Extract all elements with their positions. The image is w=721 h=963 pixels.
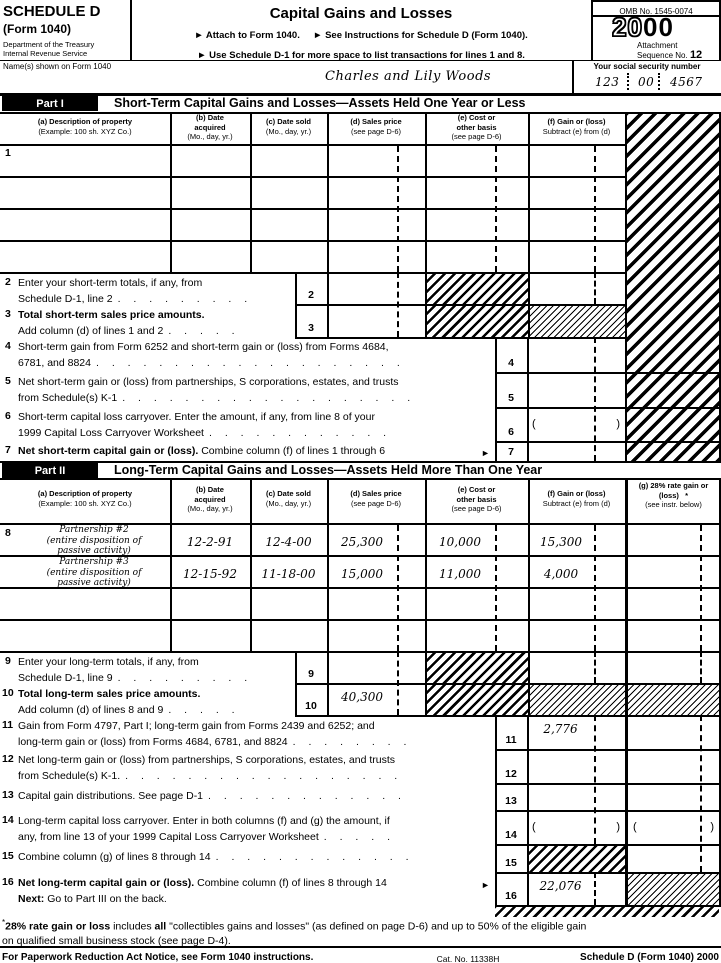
- line5-text-1: Net short-term gain or (loss) from partnerships, S corporations, estates, and trusts: [18, 376, 399, 388]
- grid-line: [0, 176, 627, 178]
- grid-line: [0, 112, 721, 114]
- col-e-line3: (see page D-6): [451, 132, 502, 141]
- line10-box-number: 10: [305, 700, 317, 712]
- line8-number: 8: [5, 527, 11, 539]
- line14-box-number: 14: [505, 829, 517, 841]
- line4-number: 4: [5, 340, 11, 352]
- line13-gain-box[interactable]: [527, 783, 625, 810]
- schedule-label: SCHEDULE D: [3, 3, 101, 20]
- col-d-line2: (see page D-6): [350, 498, 402, 508]
- line5-text: [18, 374, 494, 406]
- col-b-line2: acquired: [194, 122, 226, 132]
- dot-leader: . . . . . . . . .: [117, 293, 248, 305]
- line3-gain-hatched: [528, 304, 625, 337]
- col-g-line1: (g) 28% rate gain or: [638, 481, 709, 490]
- footnote-asterisk: *: [2, 918, 6, 927]
- grid-line: [527, 715, 529, 905]
- open-paren: (: [532, 418, 536, 430]
- line11-text: [18, 718, 494, 750]
- line5-box-number: 5: [508, 392, 514, 404]
- line12-text-2: from Schedule(s) K-1.: [18, 770, 121, 782]
- row8b-gain[interactable]: 4,000: [543, 567, 579, 581]
- grid-line: [572, 60, 574, 93]
- see-instructions-note: ► See Instructions for Schedule D (Form 1040).: [313, 30, 528, 41]
- col-f-line1: (f) Gain or (loss): [547, 117, 606, 126]
- line4-amount-box[interactable]: [527, 337, 625, 372]
- grid-line: [250, 112, 252, 272]
- footnote-bold-1: 28% rate gain or loss: [5, 920, 111, 933]
- row8a-desc-2: (entire disposition of: [46, 535, 142, 546]
- col-b-header: [172, 485, 248, 514]
- line9-gain-box[interactable]: [528, 651, 625, 683]
- dot-leader: . . . . . . . . . . . . .: [215, 851, 409, 863]
- row8b-desc-2: (entire disposition of: [46, 567, 142, 578]
- dot-leader: . . . . . . . . . . . . . . . . . . .: [122, 392, 411, 404]
- line3-text: [18, 307, 296, 339]
- line7-arrow-icon: ►: [481, 448, 490, 458]
- line14-gain-box[interactable]: [527, 810, 625, 844]
- use-d1-note: ► Use Schedule D-1 for more space to list transactions for lines 1 and 8.: [197, 50, 525, 61]
- line10-cost-hatched: [425, 683, 528, 715]
- line13-28pct-box[interactable]: [628, 783, 719, 810]
- col-e-header: [427, 485, 526, 514]
- line15-text-1: Combine column (g) of lines 8 through 14: [18, 851, 211, 863]
- line16-text-rest: Combine column (f) of lines 8 through 14: [197, 877, 387, 889]
- line13-text-1: Capital gain distributions. See page D-1: [18, 790, 204, 802]
- col-b-line3: (Mo., day, yr.): [187, 132, 233, 141]
- line2-sales-box[interactable]: [327, 272, 425, 304]
- catalog-number: Cat. No. 11338H: [436, 954, 500, 963]
- grid-line: [0, 651, 721, 653]
- line10-text-2: Add column (d) of lines 8 and 9: [18, 704, 164, 716]
- line16-text-bold: Net long-term capital gain or (loss).: [18, 877, 195, 889]
- form-footer-title: Schedule D (Form 1040) 2000: [580, 952, 719, 963]
- row8a-desc-3: passive activity): [57, 546, 131, 556]
- dot-leader: . . . . .: [323, 831, 391, 843]
- line15-gain-hatched: [527, 844, 625, 872]
- line6-number: 6: [5, 410, 11, 422]
- col-a-header: [2, 117, 168, 136]
- line12-28pct-box[interactable]: [628, 749, 719, 783]
- part1-entry-row-4[interactable]: [0, 240, 625, 272]
- ssn-part-2: 00: [638, 75, 655, 89]
- dot-leader: . . . . .: [168, 704, 235, 716]
- year-solid-digits: 00: [643, 12, 674, 42]
- col-g-asterisk: *: [685, 490, 689, 500]
- line14-text-1: Long-term capital loss carryover. Enter in both columns (f) and (g) the amount, if: [18, 815, 390, 827]
- grid-line: [0, 619, 721, 621]
- line4-text-1: Short-term gain from Form 6252 and short-term gain or (loss) from Forms 4684,: [18, 341, 389, 353]
- line9-28pct-box[interactable]: [628, 651, 719, 683]
- sequence-label: [637, 50, 702, 61]
- line14-text-2: any, from line 13 of your 1999 Capital Loss Carryover Worksheet: [18, 831, 319, 843]
- cents-divider: [397, 651, 399, 715]
- line6-box-number: 6: [508, 426, 514, 438]
- dot-leader: . . . . . . . . . . . .: [208, 427, 387, 439]
- grid-line: [295, 304, 625, 306]
- ssn-divider: [658, 73, 660, 90]
- line9-sales-box[interactable]: [327, 651, 425, 683]
- cents-divider: [594, 715, 596, 844]
- dot-leader: . . . . . . . . . . . . . . . . . .: [125, 770, 398, 782]
- line12-gain-box[interactable]: [527, 749, 625, 783]
- row8b-date-sold[interactable]: 11-18-00: [261, 567, 316, 581]
- part1-title: Short-Term Capital Gains and Losses—Assets Held One Year or Less: [114, 96, 526, 110]
- row8b-description[interactable]: [20, 557, 168, 589]
- col-c-line1: (c) Date sold: [265, 489, 311, 498]
- cents-divider: [594, 272, 596, 304]
- line16-28pct-hatched: [628, 872, 719, 905]
- part2-title: Long-Term Capital Gains and Losses—Assets Held More Than One Year: [114, 463, 543, 477]
- col-f-header: [530, 117, 623, 136]
- line2-box-number: 2: [308, 289, 314, 301]
- line10-text: [18, 686, 296, 718]
- col-a-line2: (Example: 100 sh. XYZ Co.): [38, 498, 132, 508]
- line14-text: [18, 813, 494, 845]
- grid-line: [495, 905, 721, 907]
- col-b-line1: (b) Date: [196, 485, 224, 494]
- cents-divider: [594, 146, 596, 272]
- grid-line: [0, 144, 627, 146]
- line2-text-2: Schedule D-1, line 2: [18, 293, 113, 305]
- line10-gain-hatched: [528, 683, 625, 715]
- cents-divider: [700, 651, 702, 683]
- grid-line: [625, 112, 627, 461]
- line6-text-1: Short-term capital loss carryover. Enter the amount, if any, from line 8 of your: [18, 411, 375, 423]
- line5-number: 5: [5, 375, 11, 387]
- line9-text: [18, 654, 296, 686]
- line11-text-2: long-term gain or (loss) from Forms 4684, 6781, and 8824: [18, 736, 288, 748]
- open-paren: (: [532, 821, 536, 833]
- line2-text-1: Enter your short-term totals, if any, from: [18, 277, 203, 289]
- line16-next-bold: Next:: [18, 893, 45, 905]
- col-f-header: [530, 489, 623, 508]
- cents-divider: [397, 146, 399, 272]
- grid-line: [327, 272, 329, 337]
- footnote-text-3: on qualified small business stock (see page D-4).: [2, 934, 231, 947]
- line13-box-number: 13: [505, 795, 517, 807]
- col-c-header: [252, 489, 325, 508]
- cents-divider: [495, 146, 497, 272]
- line7-number: 7: [5, 444, 11, 456]
- row8a-date-sold[interactable]: 12-4-00: [265, 535, 312, 549]
- paperwork-notice: For Paperwork Reduction Act Notice, see Form 1040 instructions.: [2, 952, 314, 963]
- footnote-bold-2: all: [154, 920, 167, 933]
- grid-line: [327, 112, 329, 272]
- grid-line: [528, 272, 530, 337]
- grid-line: [0, 208, 627, 210]
- line6-text-2: 1999 Capital Loss Carryover Worksheet: [18, 427, 204, 439]
- line15-box-number: 15: [505, 857, 517, 869]
- col-f-line2: Subtract (e) from (d): [542, 126, 611, 136]
- dot-leader: . . . . . . . . .: [117, 672, 248, 684]
- part1-entry-row-1[interactable]: [0, 144, 625, 176]
- name-label: Name(s) shown on Form 1040: [3, 62, 112, 71]
- irs-label: Internal Revenue Service: [3, 49, 88, 58]
- col-a-header: [2, 489, 168, 508]
- dot-leader: . . . . . . . . . . . . .: [208, 790, 401, 802]
- part2-entry-row-3[interactable]: [0, 587, 719, 619]
- col-d-header: [329, 117, 423, 136]
- cents-divider: [594, 525, 596, 651]
- part2-badge: Part II: [2, 463, 98, 478]
- row8b-desc-3: passive activity): [57, 578, 131, 588]
- col-b-header: [172, 113, 248, 142]
- grid-line: [0, 478, 721, 480]
- part2-entry-row-4[interactable]: [0, 619, 719, 651]
- line10-sales-total: 40,300: [341, 690, 383, 704]
- col-e-line2: other basis: [456, 122, 497, 132]
- line11-text-1: Gain from Form 4797, Part I; long-term gain from Forms 2439 and 6252; and: [18, 720, 375, 732]
- col-b-line3: (Mo., day, yr.): [187, 504, 233, 513]
- line11-number: 11: [2, 719, 14, 731]
- line4-text: [18, 339, 494, 371]
- col-b-line1: (b) Date: [196, 113, 224, 122]
- line1-number: 1: [5, 147, 11, 159]
- cents-divider: [700, 715, 702, 872]
- col-d-line1: (d) Sales price: [350, 117, 402, 126]
- line2-number: 2: [5, 276, 11, 288]
- line4-box-number: 4: [508, 357, 514, 369]
- row8a-cost-basis[interactable]: 10,000: [439, 535, 481, 549]
- line16-text: [18, 875, 478, 907]
- col-a-line2: (Example: 100 sh. XYZ Co.): [38, 126, 132, 136]
- line11-gain-value: 2,776: [543, 722, 578, 736]
- line12-box-number: 12: [505, 768, 517, 780]
- line3-sales-box[interactable]: [327, 304, 425, 337]
- grid-line: [425, 651, 427, 715]
- footnote: [2, 916, 719, 948]
- line7-amount-box[interactable]: [527, 441, 625, 461]
- row8a-date-acquired[interactable]: 12-2-91: [186, 535, 234, 549]
- line14-28pct-box[interactable]: [628, 810, 719, 844]
- row8a-description[interactable]: [20, 525, 168, 557]
- ssn-part-1: 123: [595, 75, 620, 89]
- dot-leader: . . . . . . . .: [292, 736, 407, 748]
- line6-text: [18, 409, 494, 441]
- line3-text-2: Add column (d) of lines 1 and 2: [18, 325, 164, 337]
- sequence-number: 12: [689, 49, 703, 61]
- line9-box-number: 9: [308, 668, 314, 680]
- close-paren: ): [710, 821, 714, 833]
- grid-line: [625, 478, 628, 905]
- cents-divider: [700, 525, 702, 651]
- cents-divider: [594, 872, 596, 905]
- close-paren: ): [616, 418, 620, 430]
- line2-text: [18, 275, 296, 307]
- col-g-line3: (see instr. below): [645, 500, 702, 509]
- dept-label: Department of the Treasury: [3, 40, 95, 49]
- line2-cost-hatched: [425, 272, 528, 304]
- col-c-header: [252, 117, 325, 136]
- line16-next-rest: Go to Part III on the back.: [47, 893, 167, 905]
- line16-box-number: 16: [505, 890, 517, 902]
- grid-line: [528, 651, 530, 715]
- line10-number: 10: [2, 687, 14, 699]
- year-outline-digits: 20: [612, 12, 643, 42]
- line9-cost-hatched: [425, 651, 528, 683]
- omb-number: OMB No. 1545-0074: [619, 7, 693, 16]
- row8b-desc-1: Partnership #3: [59, 557, 129, 567]
- line10-28pct-hatched: [628, 683, 719, 715]
- line3-box-number: 3: [308, 322, 314, 334]
- col-d-line2: (see page D-6): [350, 126, 402, 136]
- cents-divider: [397, 525, 399, 651]
- line15-text: [18, 849, 494, 865]
- line7-text: [18, 443, 478, 459]
- dot-leader: . . . . .: [168, 325, 235, 337]
- open-paren: (: [633, 821, 637, 833]
- part1-entry-row-3[interactable]: [0, 208, 625, 240]
- line3-cost-hatched: [425, 304, 528, 337]
- form-label: (Form 1040): [3, 22, 72, 36]
- grid-line: [295, 683, 721, 685]
- col-c-line2: (Mo., day, yr.): [265, 126, 312, 136]
- col-g-line2: (loss): [658, 490, 679, 500]
- line7-text-rest: Combine column (f) of lines 1 through 6: [201, 445, 386, 457]
- line13-number: 13: [2, 789, 14, 801]
- line9-text-2: Schedule D-1, line 9: [18, 672, 113, 684]
- col-e-header: [427, 113, 526, 142]
- col-e-line3: (see page D-6): [451, 504, 502, 513]
- ssn-field-area[interactable]: [575, 74, 719, 92]
- line5-text-2: from Schedule(s) K-1: [18, 392, 118, 404]
- sequence-text: Sequence No.: [637, 51, 688, 60]
- footnote-text-1: includes: [113, 920, 152, 933]
- row8a-desc-1: Partnership #2: [59, 525, 129, 535]
- row8b-cost-basis[interactable]: 11,000: [439, 567, 481, 581]
- part1-entry-row-2[interactable]: [0, 176, 625, 208]
- col-f-line2: Subtract (e) from (d): [542, 498, 611, 508]
- grid-line: [425, 272, 427, 337]
- col-e-line1: (e) Cost or: [457, 113, 496, 122]
- form-title: Capital Gains and Losses: [269, 5, 453, 22]
- row8b-sales-price[interactable]: 15,000: [341, 567, 383, 581]
- col-b-line2: acquired: [194, 494, 226, 504]
- line14-number: 14: [2, 814, 14, 826]
- line16-gain-value: 22,076: [539, 879, 582, 893]
- footnote-text-2: "collectibles gains and losses" (as defined on page D-6) and up to 50% of the eligible gain: [169, 920, 587, 933]
- line12-number: 12: [2, 753, 14, 765]
- col-a-line1: (a) Description of property: [37, 117, 133, 126]
- ssn-label: Your social security number: [593, 62, 701, 71]
- col-g-header: [629, 481, 718, 510]
- line13-text: [18, 788, 494, 804]
- ssn-part-3: 4567: [670, 75, 703, 89]
- line7-box-number: 7: [508, 446, 514, 458]
- col-e-line1: (e) Cost or: [457, 485, 496, 494]
- row8a-sales-price[interactable]: 25,300: [341, 535, 383, 549]
- close-paren: ): [616, 821, 620, 833]
- grid-line: [527, 337, 529, 461]
- line3-text-bold: Total short-term sales price amounts.: [18, 309, 205, 321]
- dot-leader: . . . . . . . . . . . . . . . . . . . .: [96, 357, 400, 369]
- grid-line: [528, 112, 530, 272]
- attach-instructions: [131, 30, 591, 42]
- line6-amount-box[interactable]: [527, 407, 625, 441]
- tax-year: [591, 14, 695, 41]
- attach-note: ► Attach to Form 1040.: [194, 30, 300, 41]
- col-a-line1: (a) Description of property: [37, 489, 133, 498]
- line11-box-number: 11: [505, 734, 517, 746]
- line9-text-1: Enter your long-term totals, if any, from: [18, 656, 199, 668]
- line3-number: 3: [5, 308, 11, 320]
- cents-divider: [495, 525, 497, 651]
- grid-line: [0, 240, 627, 242]
- row8a-gain[interactable]: 15,300: [540, 535, 582, 549]
- line7-text-bold: Net short-term capital gain or (loss).: [18, 445, 199, 457]
- line10-text-bold: Total long-term sales price amounts.: [18, 688, 201, 700]
- col-e-line2: other basis: [456, 494, 497, 504]
- grid-line: [591, 0, 721, 2]
- attachment-label: Attachment: [637, 41, 678, 50]
- col-f-line1: (f) Gain or (loss): [547, 489, 606, 498]
- line11-28pct-box[interactable]: [628, 715, 719, 749]
- col-d-line1: (d) Sales price: [350, 489, 402, 498]
- line9-number: 9: [5, 655, 11, 667]
- ssn-divider: [627, 73, 629, 90]
- col-d-header: [329, 489, 423, 508]
- line5-amount-box[interactable]: [527, 372, 625, 407]
- cents-divider: [397, 272, 399, 337]
- name-field[interactable]: Charles and Lily Woods: [325, 69, 492, 84]
- cents-divider: [594, 337, 596, 461]
- grid-line: [327, 651, 329, 715]
- line15-number: 15: [2, 850, 14, 862]
- col-c-line2: (Mo., day, yr.): [265, 498, 312, 508]
- line12-text-1: Net long-term gain or (loss) from partnerships, S corporations, estates, and trusts: [18, 754, 395, 766]
- line12-text: [18, 752, 494, 784]
- cents-divider: [594, 651, 596, 683]
- line15-28pct-box[interactable]: [628, 844, 719, 872]
- line16-number: 16: [2, 876, 14, 888]
- col-c-line1: (c) Date sold: [265, 117, 311, 126]
- part1-badge: Part I: [2, 96, 98, 111]
- line16-arrow-icon: ►: [481, 880, 490, 890]
- line4-text-2: 6781, and 8824: [18, 357, 91, 369]
- row8b-date-acquired[interactable]: 12-15-92: [183, 567, 237, 581]
